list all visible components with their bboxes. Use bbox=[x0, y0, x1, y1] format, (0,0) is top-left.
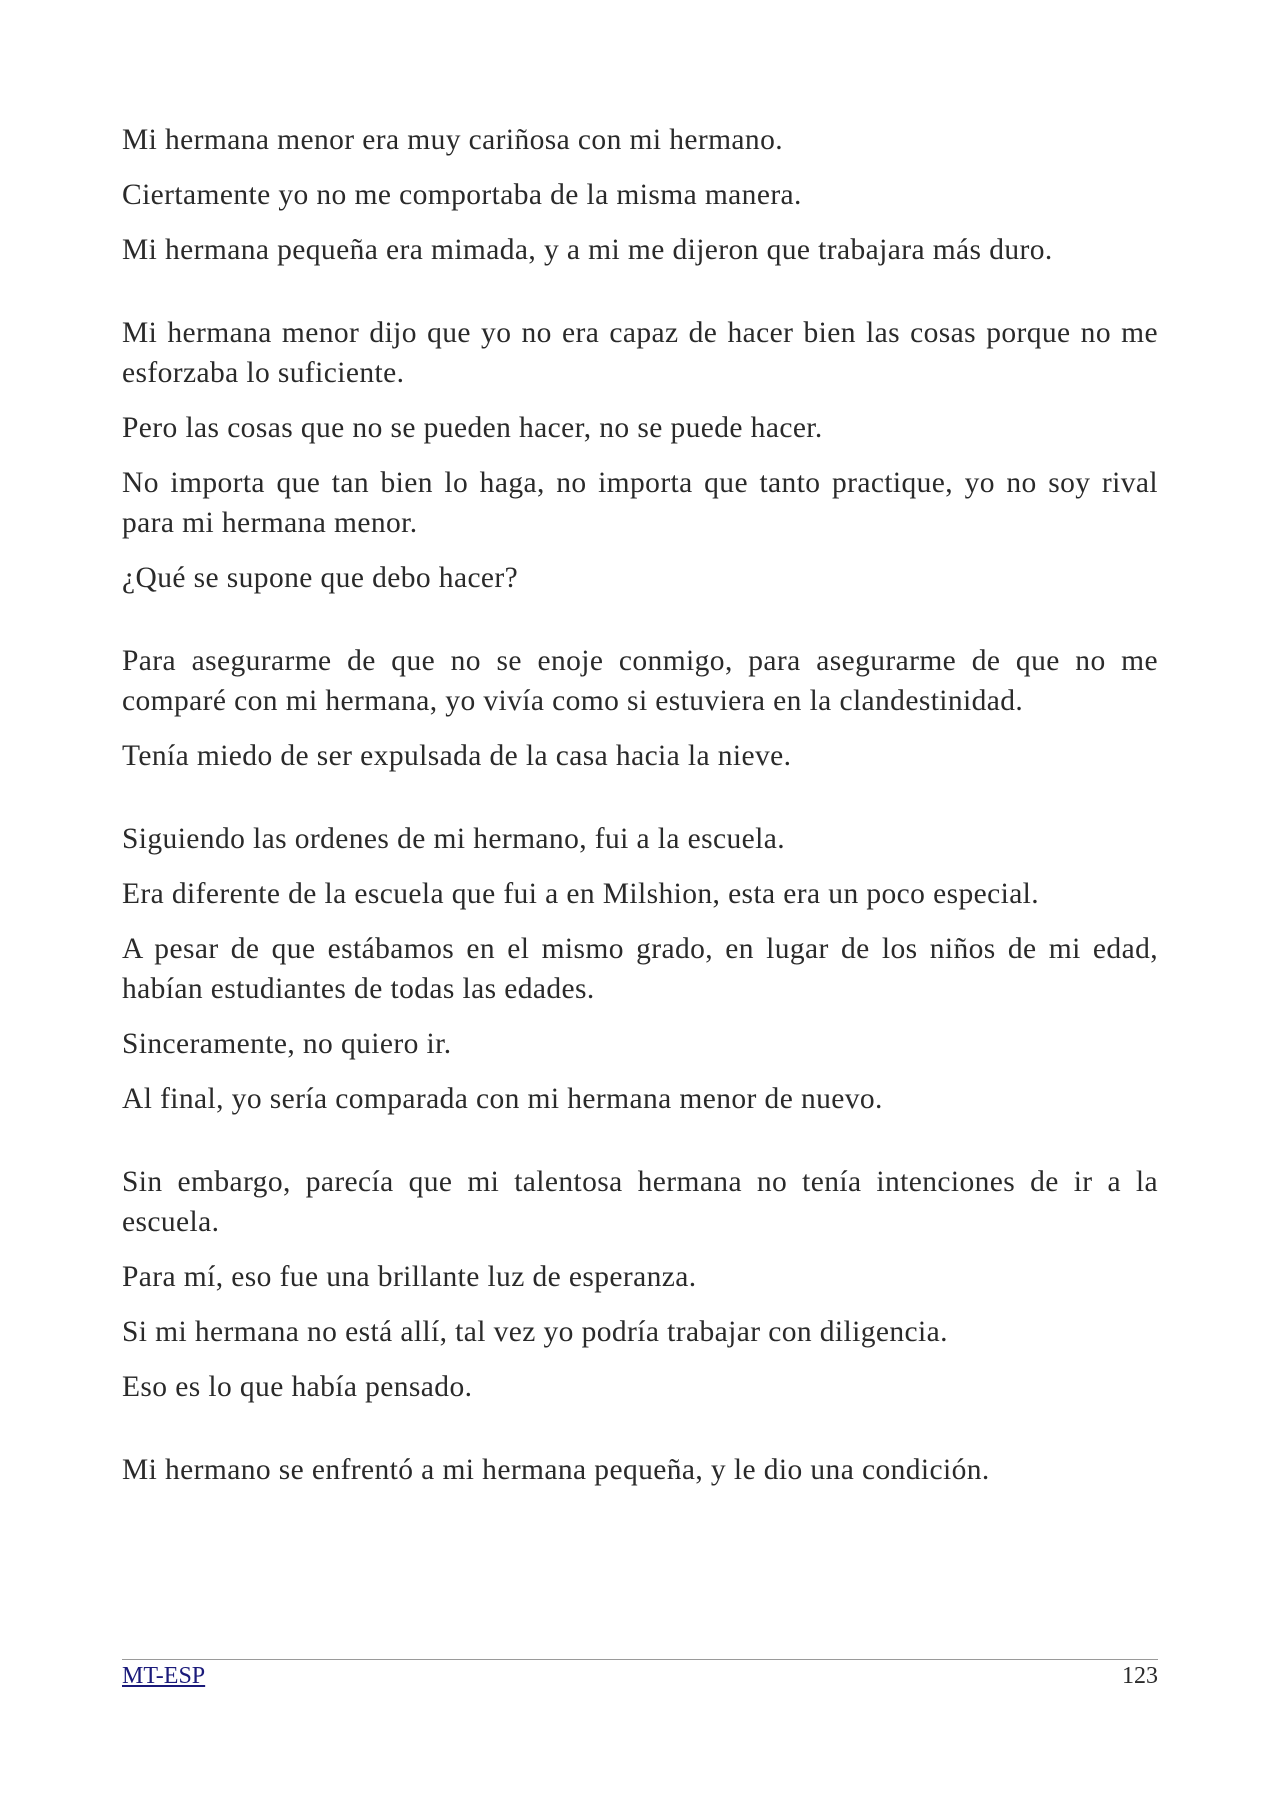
paragraph: Sinceramente, no quiero ir. bbox=[122, 1028, 452, 1060]
footer-link[interactable]: MT-ESP bbox=[122, 1663, 206, 1689]
page-number: 123 bbox=[1122, 1663, 1158, 1689]
paragraph: Pero las cosas que no se pueden hacer, no se puede hacer. bbox=[122, 412, 823, 444]
text-body bbox=[122, 120, 1158, 1505]
paragraph: Para mí, eso fue una brillante luz de esperanza. bbox=[122, 1261, 697, 1293]
paragraph: Al final, yo sería comparada con mi hermana menor de nuevo. bbox=[122, 1083, 883, 1115]
paragraph: Ciertamente yo no me comportaba de la misma manera. bbox=[122, 179, 802, 211]
paragraph: Era diferente de la escuela que fui a en Milshion, esta era un poco especial. bbox=[122, 878, 1040, 910]
paragraph: Mi hermana pequeña era mimada, y a mi me dijeron que trabajara más duro. bbox=[122, 234, 1053, 266]
paragraph: ¿Qué se supone que debo hacer? bbox=[122, 562, 519, 594]
paragraph: No importa que tan bien lo haga, no importa que tanto practique, yo no soy rival para mi hermana menor. bbox=[122, 467, 1158, 539]
footer-divider bbox=[122, 1659, 1158, 1660]
paragraph: A pesar de que estábamos en el mismo grado, en lugar de los niños de mi edad, habían estudiantes de todas las edades. bbox=[122, 933, 1158, 1005]
paragraph: Mi hermano se enfrentó a mi hermana pequeña, y le dio una condición. bbox=[122, 1454, 990, 1486]
paragraph: Si mi hermana no está allí, tal vez yo podría trabajar con diligencia. bbox=[122, 1316, 948, 1348]
paragraph: Eso es lo que había pensado. bbox=[122, 1371, 473, 1403]
paragraph: Para asegurarme de que no se enoje conmigo, para asegurarme de que no me comparé con mi hermana, yo vivía como si estuviera en la clandestinidad. bbox=[122, 645, 1158, 717]
paragraph: Sin embargo, parecía que mi talentosa hermana no tenía intenciones de ir a la escuela. bbox=[122, 1166, 1158, 1238]
paragraph: Mi hermana menor dijo que yo no era capaz de hacer bien las cosas porque no me esforzaba lo suficiente. bbox=[122, 317, 1158, 389]
paragraph: Siguiendo las ordenes de mi hermano, fui a la escuela. bbox=[122, 823, 786, 855]
paragraph: Tenía miedo de ser expulsada de la casa hacia la nieve. bbox=[122, 740, 792, 772]
paragraph: Mi hermana menor era muy cariñosa con mi hermano. bbox=[122, 124, 783, 156]
